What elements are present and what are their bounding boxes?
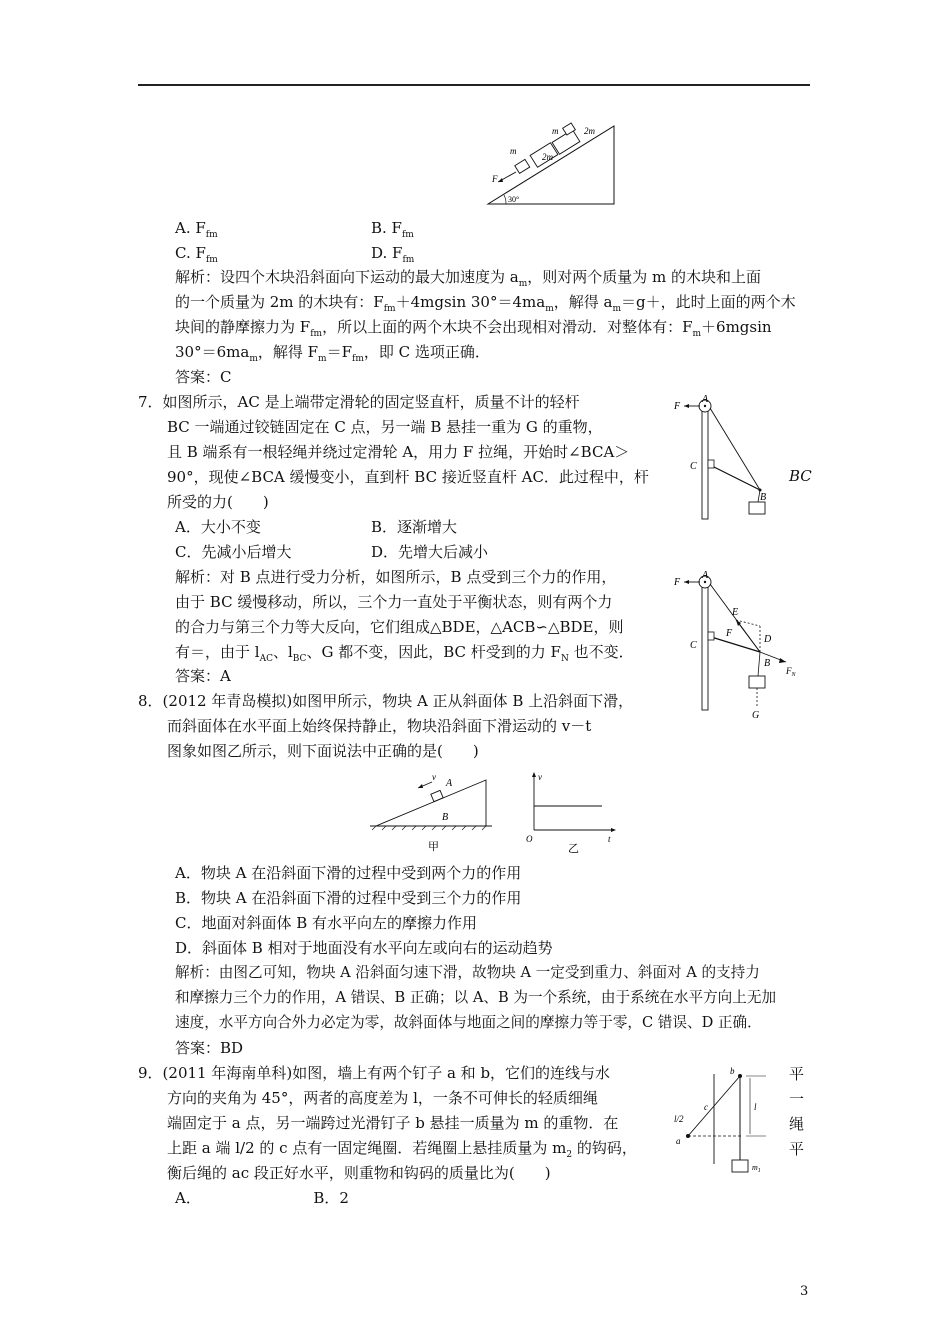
q8-jia-label-A: A [446, 778, 453, 789]
q6-option-d: D. $F_{fm}$ [371, 244, 415, 265]
q8-answer: 答案：BD [175, 1039, 244, 1057]
q7-pulley-figure [672, 394, 782, 524]
q7-fig2-label-A: A [702, 570, 709, 581]
q9-fig-label-b: b [730, 1066, 735, 1076]
q7-solution-line-2: 由于 BC 缓慢移动，所以，三个力一直处于平衡状态，则有两个力 [175, 593, 613, 611]
q7-fig2-label-F: F [674, 577, 681, 588]
q9-stem-line-5: 衡后绳的 ac 段正好水平，则重物和钩码的质量比为( ) [167, 1164, 551, 1182]
q6-solution-line-4: $30^\circ=6ma_m$，解得 $F_m=F_{fm}$，即 C 选项正确． [175, 343, 490, 364]
q7-solution-line-1: 解析：对 B 点进行受力分析，如图所示，B 点受到三个力的作用， [175, 568, 617, 586]
q9-stem-line-3: 端固定于 a 点，另一端跨过光滑钉子 b 悬挂一质量为 m 的重物．在 [167, 1114, 619, 1132]
q6-incline-figure [480, 118, 620, 208]
q9-fig-label-c: c [704, 1102, 708, 1112]
q9-stem-line-1: 9．(2011 年海南单科)如图，墙上有两个钉子 a 和 b，它们的连线与水 [138, 1064, 611, 1082]
q6-option-b: B. $F_{fm}$ [371, 219, 414, 240]
q7-stem-line-1: 7．如图所示，AC 是上端带定滑轮的固定竖直杆，质量不计的轻杆 [138, 393, 580, 411]
q7-answer: 答案：A [175, 667, 231, 685]
q8-figure-jia [366, 768, 496, 858]
q6-fig-label-F: F [492, 174, 498, 184]
q8-solution-line-1: 解析：由图乙可知，物块 A 沿斜面匀速下滑，故物块 A 一定受到重力、斜面对 A 的支持力 [175, 964, 760, 981]
q6-fig-label-2m-mid: 2m [542, 152, 553, 162]
q6-solution-line-1: 解析：设四个木块沿斜面向下运动的最大加速度为 $a_m$，则对两个质量为 m 的木块和上面 [175, 268, 762, 289]
q9-options: A． B．2 [175, 1189, 349, 1207]
q6-option-a: A. $F_{fm}$ [175, 219, 218, 240]
q7-fig2-label-E: E [732, 607, 739, 618]
q6-solution-line-3: 块间的静摩擦力为 $F_{fm}$，所以上面的两个木块不会出现相对滑动．对整体有：$F_m+6mgsin$ [175, 318, 772, 339]
q8-stem-line-3: 图象如图乙所示，则下面说法中正确的是( ) [167, 742, 479, 760]
q6-fig-label-angle: 30° [508, 195, 520, 204]
q6-option-c: C. $F_{fm}$ [175, 244, 218, 265]
q8-stem-line-1: 8．(2012 年青岛模拟)如图甲所示，物块 A 正从斜面体 B 上沿斜面下滑， [138, 692, 634, 710]
q7-option-d: D．先增大后减小 [371, 543, 489, 561]
q7-fig1-label-A: A [702, 394, 709, 405]
q7-fig2-label-C: C [690, 640, 697, 651]
q8-option-c: C．地面对斜面体 B 有水平向左的摩擦力作用 [175, 914, 478, 932]
q8-jia-caption: 甲 [428, 841, 439, 853]
q9-fig-label-m1: $m_1$ [752, 1163, 761, 1174]
q7-fig2-label-FN: $F_N$ [786, 666, 796, 678]
q7-side-label: BC [789, 467, 812, 485]
q7-stem-line-3: 且 B 端系有一根轻绳并绕过定滑轮 A，用力 F 拉绳，开始时∠BCA＞ [167, 443, 630, 461]
q9-stem-line-4: 上距 a 端 l/2 的 c 点有一固定绳圈．若绳圈上悬挂质量为 $m_2$ 的钩码， [167, 1139, 637, 1160]
q8-solution-line-3: 速度，水平方向合外力必定为零，故斜面体与地面之间的摩擦力等于零，C 错误、D 正确． [175, 1014, 762, 1031]
q7-stem-line-4: 90°，现使∠BCA 缓慢变小，直到杆 BC 接近竖直杆 AC．此过程中，杆 [167, 468, 649, 486]
q8-option-b: B．物块 A 在沿斜面下滑的过程中受到三个力的作用 [175, 889, 522, 907]
q7-force-figure [672, 570, 812, 720]
q9-side-char-2: 一 [789, 1090, 805, 1108]
q8-jia-label-B: B [442, 812, 449, 823]
q7-fig2-label-B: B [764, 658, 771, 669]
q7-fig2-label-D: D [764, 634, 772, 645]
page-number: 3 [800, 1284, 809, 1299]
q8-yi-caption: 乙 [568, 843, 579, 855]
q8-yi-label-O: O [526, 834, 533, 844]
q7-fig1-label-B: B [760, 492, 767, 503]
q8-stem-line-2: 而斜面体在水平面上始终保持静止，物块沿斜面下滑运动的 v－t [167, 717, 592, 735]
q7-fig2-label-F2: F [726, 628, 733, 639]
q9-side-char-1: 平 [789, 1065, 805, 1083]
q7-option-b: B．逐渐增大 [371, 518, 458, 536]
q9-side-char-4: 平 [789, 1140, 805, 1158]
q6-answer: 答案：C [175, 368, 232, 386]
q9-fig-label-l2: l/2 [674, 1114, 684, 1124]
q7-fig2-label-G: G [752, 710, 760, 720]
q8-option-a: A．物块 A 在沿斜面下滑的过程中受到两个力的作用 [175, 864, 522, 882]
q8-figure-yi [522, 768, 622, 858]
q6-fig-label-2m-top: 2m [584, 126, 595, 136]
q6-fig-label-m-left: m [510, 146, 517, 156]
q7-solution-line-4: 有＝，由于 $l_{AC}$、$l_{BC}$、G 都不变，因此，BC 杆受到的力 $F_N$ 也不变． [175, 643, 634, 664]
q9-side-char-3: 绳 [789, 1115, 805, 1133]
q8-yi-label-v: v [538, 772, 542, 782]
q8-option-d: D．斜面体 B 相对于地面没有水平向左或向右的运动趋势 [175, 939, 553, 957]
q7-stem-line-2: BC 一端通过铰链固定在 C 点，另一端 B 悬挂一重为 G 的重物， [167, 418, 603, 436]
q7-option-a: A．大小不变 [175, 518, 261, 536]
q7-stem-line-5: 所受的力( ) [167, 493, 269, 511]
q7-fig1-label-C: C [690, 461, 697, 472]
q9-fig-label-l: l [754, 1102, 757, 1112]
q9-stem-line-2: 方向的夹角为 45°，两者的高度差为 l，一条不可伸长的轻质细绳 [167, 1089, 598, 1107]
q7-fig1-label-F: F [674, 401, 681, 412]
header-rule [138, 84, 810, 86]
q8-jia-label-v: v [432, 772, 436, 782]
q7-solution-line-3: 的合力与第三个力等大反向，它们组成△BDE，△ACB∽△BDE，则 [175, 618, 624, 636]
q6-solution-line-2: 的一个质量为 2m 的木块有：$F_{fm}+4mgsin$ $30^\circ=4ma_m$，解得 $a_m=g+$，此时上面的两个木 [175, 293, 796, 314]
q9-fig-label-a: a [676, 1136, 681, 1146]
q8-solution-line-2: 和摩擦力三个力的作用，A 错误、B 正确；以 A、B 为一个系统，由于系统在水平方向上无加 [175, 989, 777, 1006]
q6-fig-label-m-top: m [552, 126, 559, 136]
q9-nail-figure [668, 1064, 778, 1184]
q7-option-c: C．先减小后增大 [175, 543, 292, 561]
q8-yi-label-t: t [608, 834, 611, 844]
